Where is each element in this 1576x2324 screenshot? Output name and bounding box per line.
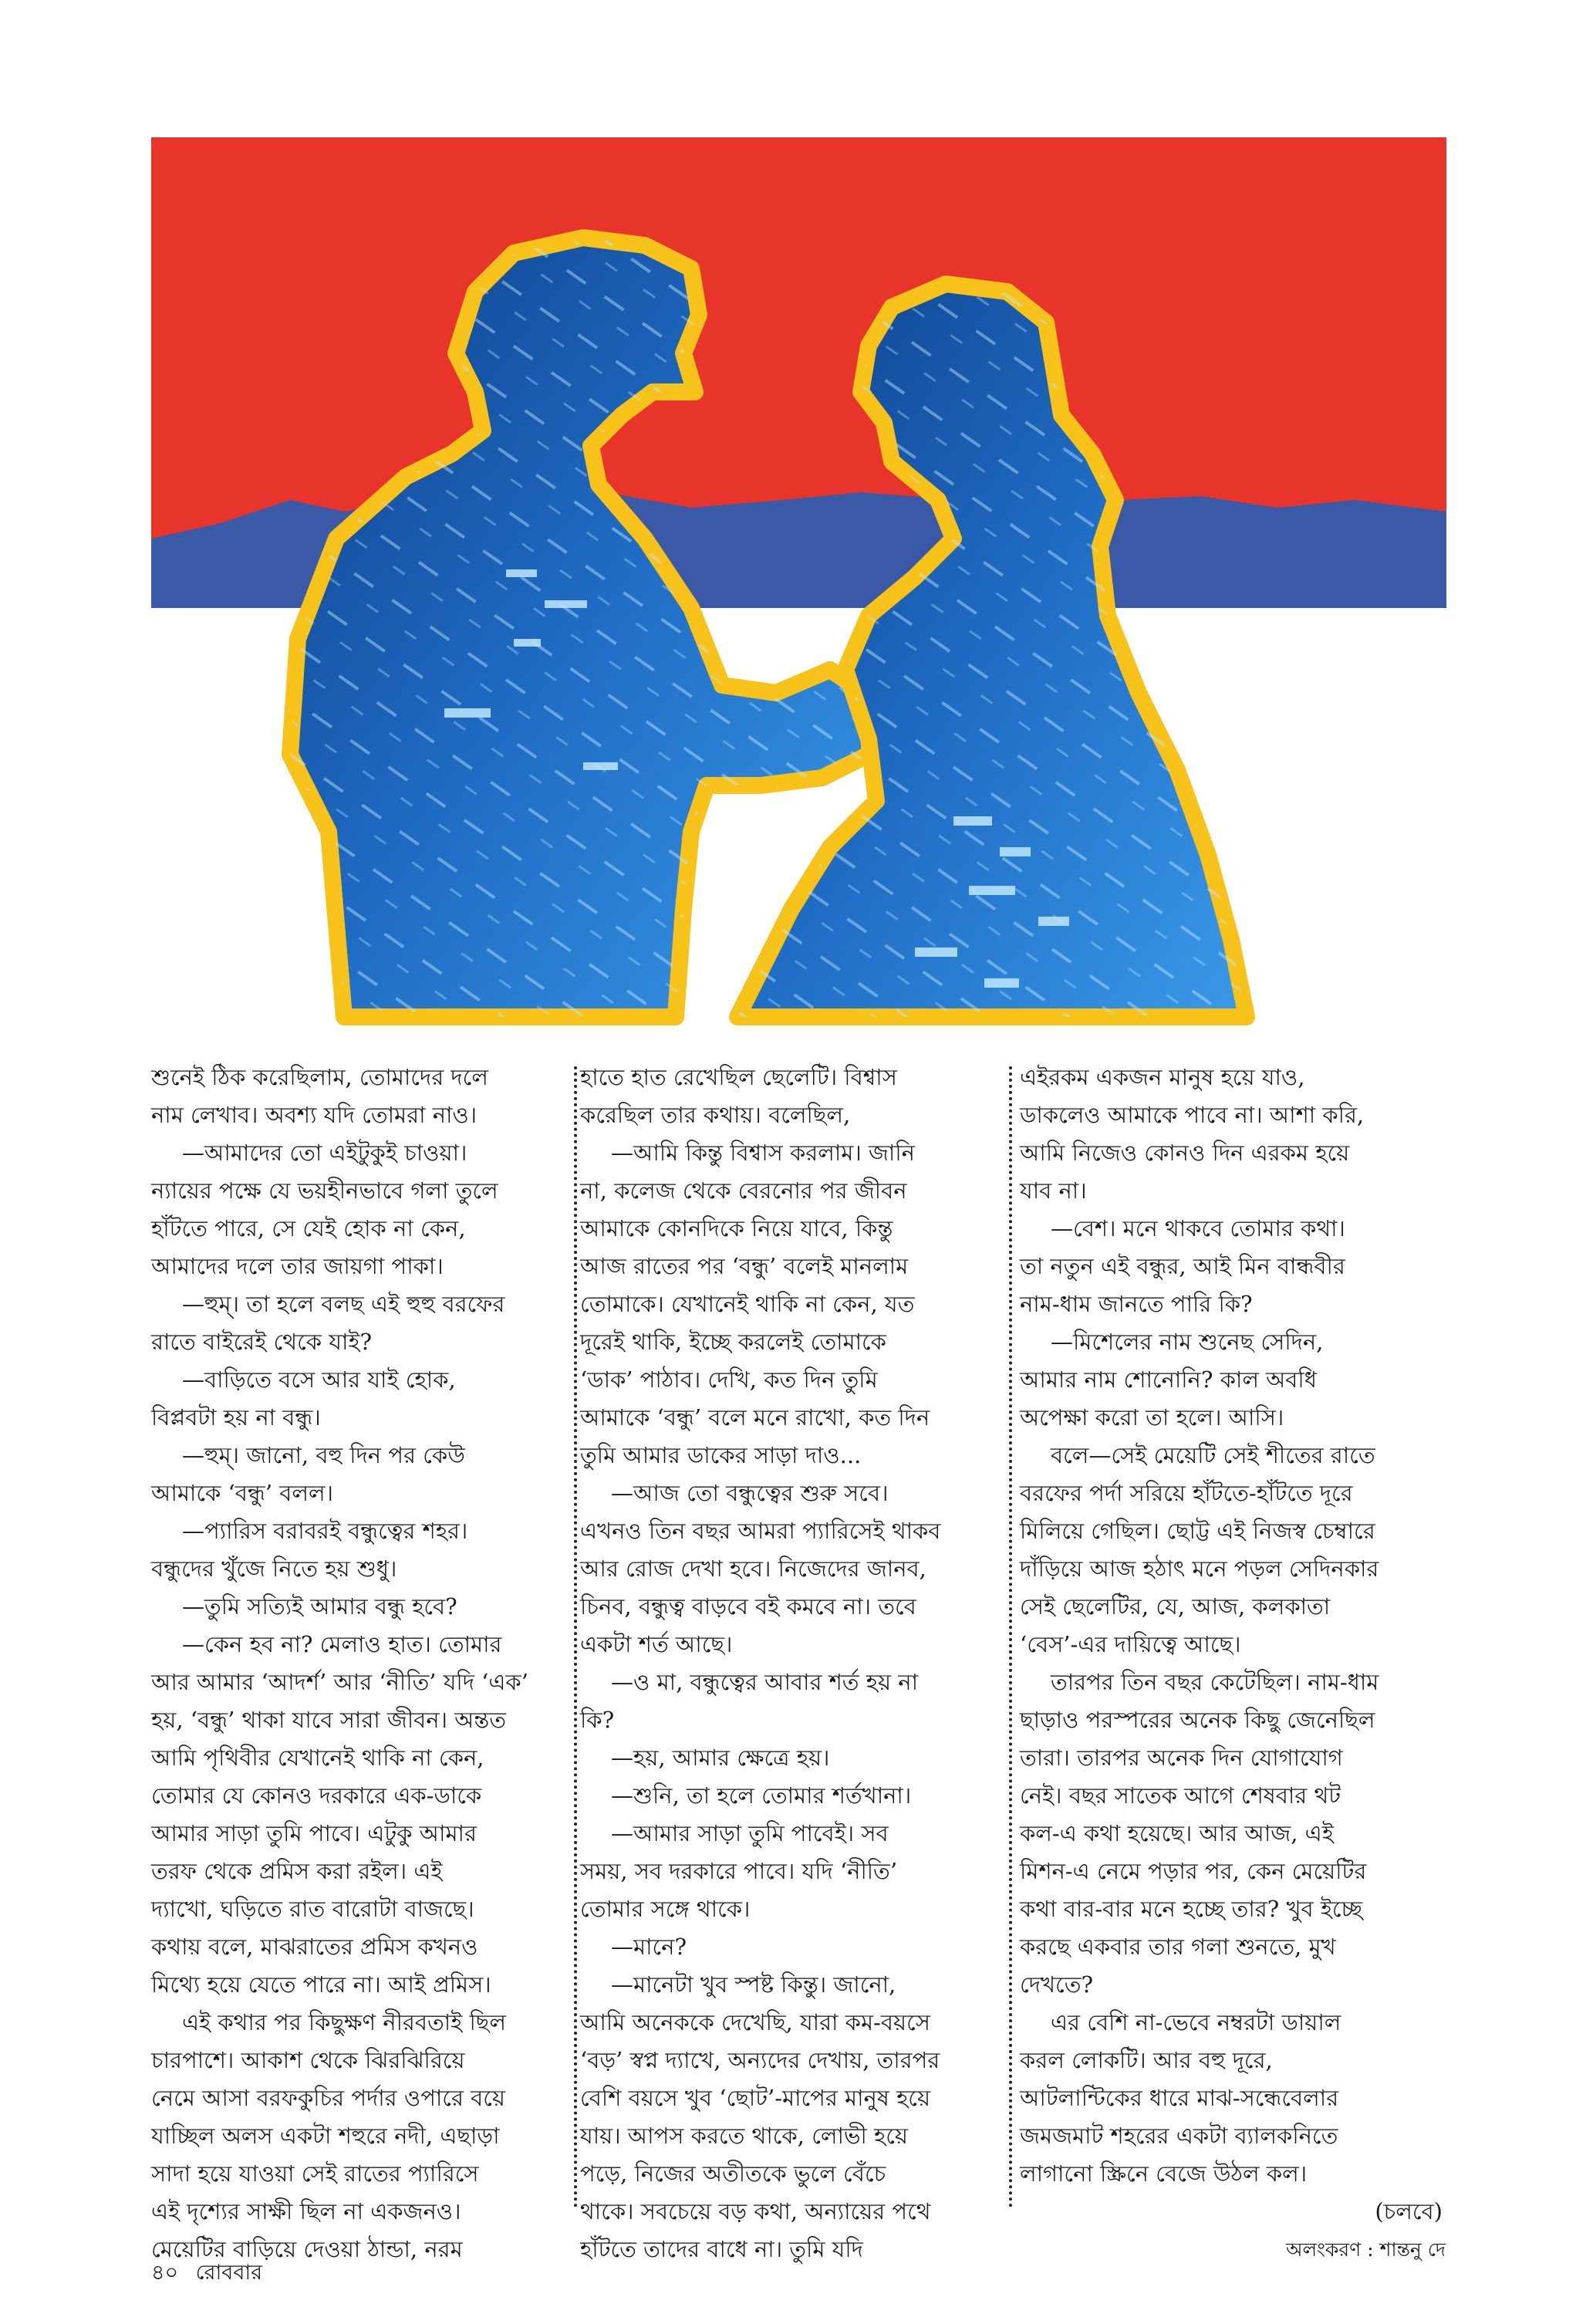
text-line: —বেশ। মনে থাকবে তোমার কথা। — [1051, 1215, 1345, 1241]
text-line: তোমার সঙ্গে থাকে। — [580, 1896, 751, 1922]
page-footer — [151, 2257, 273, 2292]
text-line: রাতে বাইরেই থেকে যাই? — [151, 1329, 372, 1355]
column-divider — [1009, 1066, 1012, 2208]
column-divider — [574, 1066, 577, 2208]
magazine-name: রোববার — [195, 2261, 263, 2285]
text-line: —আমাদের তো এইটুকুই চাওয়া। — [182, 1140, 467, 1166]
text-line: আমার সাড়া তুমি পাবে। এটুকু আমার — [151, 1820, 477, 1846]
text-line: করল লোকটি। আর বহু দূরে, — [1020, 2047, 1273, 2073]
text-line: আমি নিজেও কোনও দিন এরকম হয়ে — [1020, 1140, 1350, 1166]
text-line: বরফের পর্দা সরিয়ে হাঁটতে-হাঁটতে দূরে — [1020, 1480, 1353, 1506]
text-line: মিথ্যে হয়ে যেতে পারে না। আই প্রমিস। — [151, 1971, 491, 1998]
illustration-couple — [151, 137, 1446, 1017]
text-line: নাম-ধাম জানতে পারি কি? — [1020, 1291, 1253, 1317]
text-line: দেখতে? — [1020, 1971, 1094, 1998]
text-line: আমি অনেককে দেখেছি, যারা কম-বয়সে — [580, 2009, 930, 2035]
text-line: আমাকে ‘বন্ধু’ বলল। — [151, 1480, 333, 1506]
text-line: নাম লেখাব। অবশ্য যদি তোমরা নাও। — [151, 1102, 478, 1128]
text-line: হাতে হাত রেখেছিল ছেলেটি। বিশ্বাস — [580, 1064, 897, 1090]
text-line: হয়, ‘বন্ধু’ থাকা যাবে সারা জীবন। অন্তত — [151, 1707, 507, 1733]
text-line: বিপ্লবটা হয় না বন্ধু। — [151, 1404, 321, 1431]
text-line: কথায় বলে, মাঝরাতের প্রমিস কখনও — [151, 1934, 478, 1960]
text-line: চারপাশে। আকাশ থেকে ঝিরঝিরিয়ে — [151, 2047, 465, 2073]
text-line: দাঁড়িয়ে আজ হঠাৎ মনে পড়ল সেদিনকার — [1020, 1556, 1379, 1582]
text-line: যায়। আপস করতে থাকে, লোভী হয়ে — [580, 2123, 908, 2149]
text-line: মিশন-এ নেমে পড়ার পর, কেন মেয়েটির — [1020, 1858, 1367, 1884]
text-line: বন্ধুদের খুঁজে নিতে হয় শুধু। — [151, 1556, 397, 1582]
text-line: করছে একবার তার গলা শুনতে, মুখ — [1020, 1934, 1336, 1960]
text-line: —হুম্। জানো, বহু দিন পর কেউ — [182, 1442, 465, 1468]
text-line: জমজমাট শহরের একটা ব্যালকনিতে — [1020, 2123, 1338, 2149]
text-line: নেমে আসা বরফকুচির পর্দার ওপারে বয়ে — [151, 2085, 505, 2111]
text-line: একটা শর্ত আছে। — [580, 1631, 733, 1657]
text-line: এইরকম একজন মানুষ হয়ে যাও, — [1020, 1064, 1305, 1090]
text-line: —মিশেলের নাম শুনেছ সেদিন, — [1051, 1329, 1324, 1355]
text-line: ‘বড়’ স্বপ্ন দ্যাখে, অন্যদের দেখায়, তারপর — [580, 2047, 940, 2073]
text-line: —বাড়িতে বসে আর যাই হোক, — [182, 1366, 456, 1393]
text-line: থাকে। সবচেয়ে বড় কথা, অন্যায়ের পথে — [580, 2198, 931, 2224]
text-line: এখনও তিন বছর আমরা প্যারিসেই থাকব — [580, 1518, 941, 1544]
text-line: দূরেই থাকি, ইচ্ছে করলেই তোমাকে — [580, 1329, 886, 1355]
text-line: ‘বেস’-এর দায়িত্বে আছে। — [1020, 1631, 1241, 1657]
text-line: আজ রাতের পর ‘বন্ধু’ বলেই মানলাম — [580, 1253, 909, 1279]
text-line: কি? — [580, 1707, 615, 1733]
text-line: এই দৃশ্যের সাক্ষী ছিল না একজনও। — [151, 2198, 461, 2224]
text-column-2 — [580, 1059, 997, 2262]
text-line: —আমি কিন্তু বিশ্বাস করলাম। জানি — [611, 1140, 915, 1166]
text-line: মিলিয়ে গেছিল। ছোট্ট এই নিজস্ব চেম্বারে — [1020, 1518, 1375, 1544]
text-line: আমাকে ‘বন্ধু’ বলে মনে রাখো, কত দিন — [580, 1404, 930, 1431]
text-line: আটলান্টিকের ধারে মাঝ-সন্ধেবেলার — [1020, 2085, 1339, 2111]
text-line: বেশি বয়সে খুব ‘ছোট’-মাপের মানুষ হয়ে — [580, 2085, 931, 2111]
text-line: —আজ তো বন্ধুত্বের শুরু সবে। — [611, 1480, 889, 1506]
text-line: হাঁটতে পারে, সে যেই হোক না কেন, — [151, 1215, 466, 1241]
text-column-1 — [151, 1059, 568, 2262]
text-line: ‘ডাক’ পাঠাব। দেখি, কত দিন তুমি — [580, 1366, 878, 1393]
text-line: হাঁটতে তাদের বাধে না। তুমি যদি — [580, 2236, 863, 2262]
text-line: তারপর তিন বছর কেটেছিল। নাম-ধাম — [1051, 1669, 1379, 1695]
text-line: দ্যাখো, ঘড়িতে রাত বারোটা বাজছে। — [151, 1896, 474, 1922]
text-line: শুনেই ঠিক করেছিলাম, তোমাদের দলে — [151, 1064, 488, 1090]
text-line: তা নতুন এই বন্ধুর, আই মিন বান্ধবীর — [1020, 1253, 1345, 1279]
text-line: বলে—সেই মেয়েটি সেই শীতের রাতে — [1051, 1442, 1375, 1468]
text-line: কথা বার-বার মনে হচ্ছে তার? খুব ইচ্ছে — [1020, 1896, 1363, 1922]
text-line: —তুমি সত্যিই আমার বন্ধু হবে? — [182, 1593, 457, 1620]
story-illustration — [151, 137, 1446, 1017]
illustration-credit: অলংকরণ : শান্তনু দে — [1285, 2238, 1446, 2261]
text-line: মেয়েটির বাড়িয়ে দেওয়া ঠান্ডা, নরম — [151, 2236, 463, 2262]
text-line: সময়, সব দরকারে পাবে। যদি ‘নীতি’ — [580, 1858, 898, 1884]
text-line: তরফ থেকে প্রমিস করা রইল। এই — [151, 1858, 443, 1884]
text-line: সাদা হয়ে যাওয়া সেই রাতের প্যারিসে — [151, 2160, 479, 2187]
text-line: —শুনি, তা হলে তোমার শর্তখানা। — [611, 1782, 912, 1809]
page-number: ৪০ — [151, 2261, 179, 2285]
text-line: যাব না। — [1020, 1177, 1087, 1204]
text-line: না, কলেজ থেকে বেরনোর পর জীবন — [580, 1177, 907, 1204]
text-line: এর বেশি না-ভেবে নম্বরটা ডায়াল — [1051, 2009, 1341, 2035]
text-line: পড়ে, নিজের অতীতকে ভুলে বেঁচে — [580, 2160, 886, 2187]
text-line: কল-এ কথা হয়েছে। আর আজ, এই — [1020, 1820, 1334, 1846]
text-line: ডাকলেও আমাকে পাবে না। আশা করি, — [1020, 1102, 1365, 1128]
text-line: তোমার যে কোনও দরকারে এক-ডাকে — [151, 1782, 482, 1809]
text-line: এই কথার পর কিছুক্ষণ নীরবতাই ছিল — [182, 2009, 506, 2035]
text-line: —হুম্। তা হলে বলছ এই হুহু বরফের — [182, 1291, 505, 1317]
text-line: লাগানো স্ক্রিনে বেজে উঠল কল। — [1020, 2160, 1308, 2187]
text-line: অপেক্ষা করো তা হলে। আসি। — [1020, 1404, 1284, 1431]
text-line: তুমি আমার ডাকের সাড়া দাও... — [580, 1442, 862, 1468]
continued-marker: (চলবে) — [1375, 2198, 1443, 2224]
text-line: আর রোজ দেখা হবে। নিজেদের জানব, — [580, 1556, 926, 1582]
text-line: —মানে? — [611, 1934, 687, 1960]
text-line: করেছিল তার কথায়। বলেছিল, — [580, 1102, 851, 1128]
text-line: —ও মা, বন্ধুত্বের আবার শর্ত হয় না — [611, 1669, 919, 1695]
text-line: —হয়, আমার ক্ষেত্রে হয়। — [611, 1745, 830, 1771]
text-line: যাচ্ছিল অলস একটা শহুরে নদী, এছাড়া — [151, 2123, 500, 2149]
text-line: তারা। তারপর অনেক দিন যোগাযোগ — [1020, 1745, 1343, 1771]
text-line: —মানেটা খুব স্পষ্ট কিন্তু। জানো, — [611, 1971, 896, 1998]
text-line: —আমার সাড়া তুমি পাবেই। সব — [611, 1820, 889, 1846]
text-line: আমাকে কোনদিকে নিয়ে যাবে, কিন্তু — [580, 1215, 893, 1241]
text-column-3 — [1020, 1059, 1449, 2261]
text-line: চিনব, বন্ধুত্ব বাড়বে বই কমবে না। তবে — [580, 1593, 916, 1620]
text-line: আমাদের দলে তার জায়গা পাকা। — [151, 1253, 444, 1279]
text-line: —প্যারিস বরাবরই বন্ধুত্বের শহর। — [182, 1518, 468, 1544]
text-line: আমার নাম শোনোনি? কাল অবধি — [1020, 1366, 1317, 1393]
text-line: ন্যায়ের পক্ষে যে ভয়হীনভাবে গলা তুলে — [151, 1177, 498, 1204]
text-line: তোমাকে। যেখানেই থাকি না কেন, যত — [580, 1291, 915, 1317]
text-line: নেই। বছর সাতেক আগে শেষবার থট — [1020, 1782, 1341, 1809]
text-line: আর আমার ‘আদর্শ’ আর ‘নীতি’ যদি ‘এক’ — [151, 1669, 528, 1695]
text-line: —কেন হব না? মেলাও হাত। তোমার — [182, 1631, 502, 1657]
text-line: সেই ছেলেটির, যে, আজ, কলকাতা — [1020, 1593, 1331, 1620]
text-line: ছাড়াও পরস্পরের অনেক কিছু জেনেছিল — [1020, 1707, 1375, 1733]
text-line: আমি পৃথিবীর যেখানেই থাকি না কেন, — [151, 1745, 484, 1771]
